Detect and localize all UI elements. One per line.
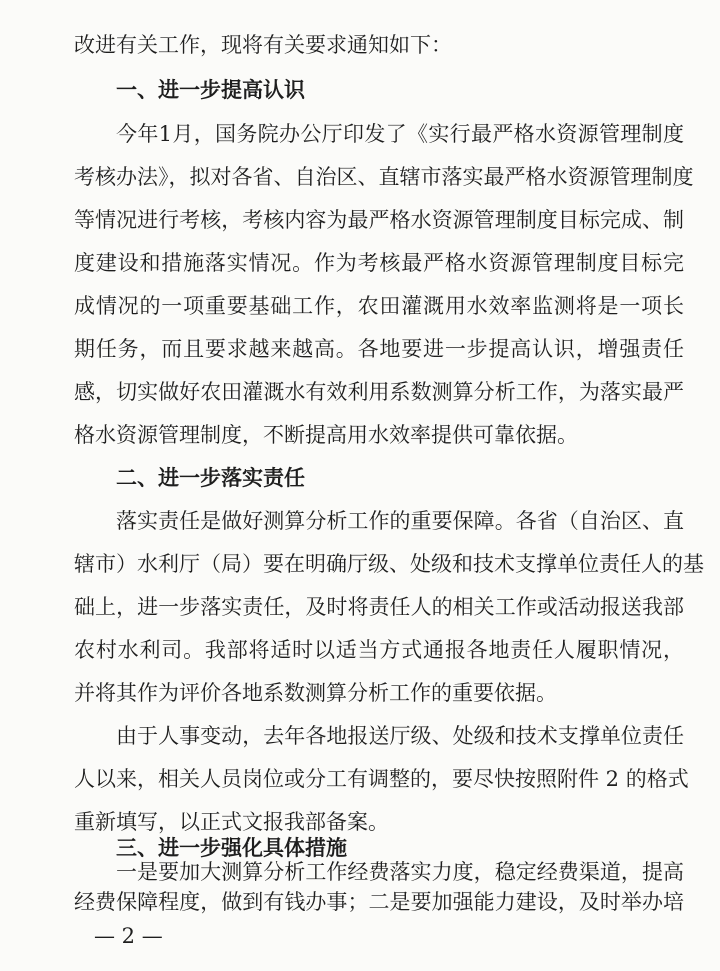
paragraph-line: 农村水利司。我部将适时以适当方式通报各地责任人履职情况， — [74, 638, 684, 662]
paragraph-line: 人以来，相关人员岗位或分工有调整的，要尽快按照附件 2 的格式 — [74, 767, 689, 791]
paragraph-line: 础上，进一步落实责任，及时将责任人的相关工作或活动报送我部 — [74, 595, 684, 619]
paragraph-line: 格水资源管理制度，不断提高用水效率提供可靠依据。 — [74, 423, 578, 447]
section-heading-2: 二、进一步落实责任 — [116, 466, 305, 490]
section-heading-3: 三、进一步强化具体措施 — [116, 836, 347, 860]
paragraph-line: 辖市）水利厅（局）要在明确厅级、处级和技术支撑单位责任人的基 — [74, 552, 704, 576]
paragraph-line: 等情况进行考核，考核内容为最严格水资源管理制度目标完成、制 — [74, 208, 684, 232]
paragraph-line: 一是要加大测算分析工作经费落实力度，稳定经费渠道，提高 — [116, 860, 684, 884]
paragraph-line: 度建设和措施落实情况。作为考核最严格水资源管理制度目标完 — [74, 251, 684, 275]
intro-line: 改进有关工作，现将有关要求通知如下： — [74, 33, 452, 57]
paragraph-line: 今年1月，国务院办公厅印发了《实行最严格水资源管理制度 — [116, 122, 684, 146]
paragraph-line: 由于人事变动，去年各地报送厅级、处级和技术支撑单位责任 — [116, 724, 684, 748]
page-number: — 2 — — [94, 924, 163, 948]
paragraph-line: 落实责任是做好测算分析工作的重要保障。各省（自治区、直 — [116, 509, 684, 533]
paragraph-line: 期任务，而且要求越来越高。各地要进一步提高认识，增强责任 — [74, 337, 684, 361]
paragraph-line: 考核办法》，拟对各省、自治区、直辖市落实最严格水资源管理制度 — [74, 165, 694, 189]
paragraph-line: 并将其作为评价各地系数测算分析工作的重要依据。 — [74, 681, 557, 705]
paragraph-line: 经费保障程度，做到有钱办事；二是要加强能力建设，及时举办培 — [74, 890, 684, 914]
paragraph-line: 感，切实做好农田灌溉水有效利用系数测算分析工作，为落实最严 — [74, 380, 684, 404]
section-heading-1: 一、进一步提高认识 — [116, 78, 305, 102]
paragraph-line: 成情况的一项重要基础工作，农田灌溉用水效率监测将是一项长 — [74, 294, 684, 318]
paragraph-line: 重新填写，以正式文报我部备案。 — [74, 810, 389, 834]
